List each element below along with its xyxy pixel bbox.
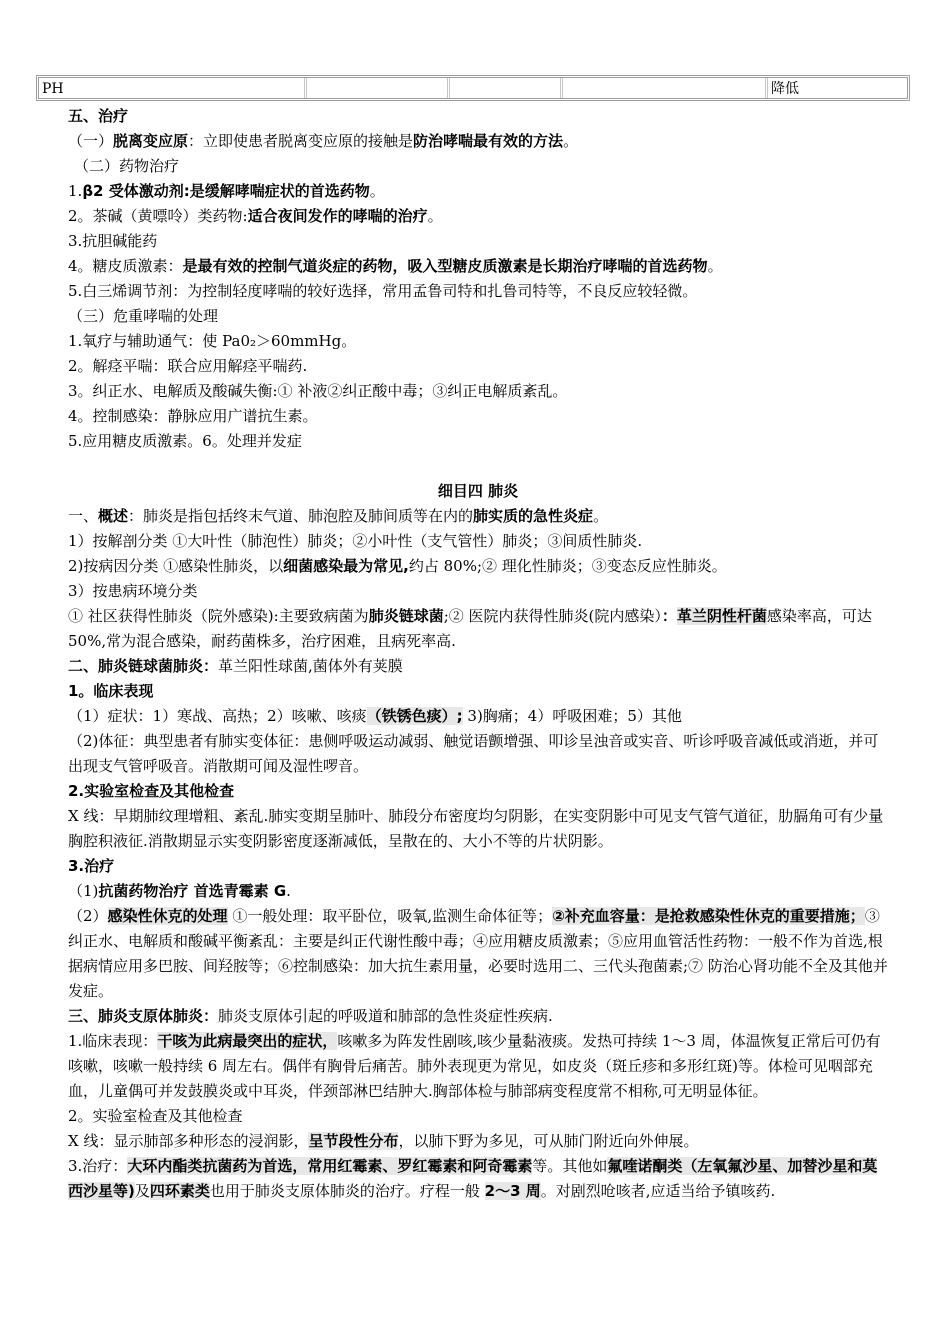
document-body-main (68, 179, 888, 1204)
paragraph: 4。控制感染：静脉应用广谱抗生素。 (68, 407, 318, 425)
subheading: 1。临床表现 (68, 682, 154, 700)
paragraph: ① 社区获得性肺炎（院外感染):主要致病菌为肺炎链球菌;② 医院内获得性肺炎(院内感染）：革兰阴性杆菌感染率高，可达 50%,常为混合感染，耐药菌株多，治疗困难，且病死率高. (68, 607, 872, 650)
table-cell (563, 78, 768, 98)
paragraph: 2。实验室检查及其他检查 (68, 1107, 243, 1125)
paragraph: （1)抗菌药物治疗 首选青霉素 G. (68, 882, 291, 900)
paragraph: 2。茶碱（黄嘌呤）类药物:适合夜间发作的哮喘的治疗。 (68, 207, 443, 225)
paragraph: 3.治疗：大环内酯类抗菌药为首选，常用红霉素、罗红霉素和阿奇霉素等。其他如氟喹诺酮类（左氧氟沙星、加替沙星和莫西沙星等)及四环素类也用于肺炎支原体肺炎的治疗。疗程一般 2～3 周。对剧烈呛咳者,应适当给予镇咳药. (68, 1157, 878, 1200)
paragraph: 3.抗胆碱能药 (68, 232, 158, 250)
paragraph: 5.应用糖皮质激素。6。处理并发症 (68, 432, 302, 450)
paragraph: （2)体征：典型患者有肺实变体征：患侧呼吸运动减弱、触觉语颤增强、叩诊呈浊音或实音、听诊呼吸音减低或消逝，并可出现支气管呼吸音。消散期可闻及湿性啰音。 (68, 732, 879, 775)
paragraph: 2。解痉平喘：联合应用解痉平喘药. (68, 357, 308, 375)
paragraph: （二）药物治疗 (74, 157, 180, 175)
paragraph: 4。糖皮质激素：是最有效的控制气道炎症的药物，吸入型糖皮质激素是长期治疗哮喘的首选药物。 (68, 257, 723, 275)
ph-table-row (36, 75, 910, 101)
subheading: 3.治疗 (68, 857, 115, 875)
paragraph: （三）危重哮喘的处理 (68, 307, 219, 325)
document-body (68, 104, 884, 179)
paragraph: X 线：早期肺纹理增粗、紊乱.肺实变期呈肺叶、肺段分布密度均匀阴影，在实变阴影中可见支气管气道征，肋膈角可有少量胸腔积液征.消散期显示实变阴影密度逐渐减低，呈散在的、大小不等的片状阴影。 (68, 807, 884, 850)
paragraph: X 线：显示肺部多种形态的浸润影，呈节段性分布，以肺下野为多见，可从肺门附近向外伸展。 (68, 1132, 699, 1150)
section-heading: 五、治疗 (68, 107, 129, 125)
paragraph: （一）脱离变应原：立即使患者脱离变应原的接触是防治哮喘最有效的方法。 (68, 132, 579, 150)
paragraph: 3）按患病环境分类 (68, 582, 198, 600)
table-cell (307, 78, 450, 98)
paragraph: （2）感染性休克的处理 ①一般处理：取平卧位，吸氧,监测生命体征等；②补充血容量：是抢救感染性休克的重要措施；③纠正水、电解质和酸碱平衡紊乱：主要是纠正代谢性酸中毒；④应用糖皮质激素；⑤应用血管活性药物：一般不作为首选,根据病情应用多巴胺、间羟胺等；⑥控制感染：加大抗生素用量，必要时选用二、三代头孢菌素;⑦ 防治心肾功能不全及其他并发症。 (68, 907, 888, 1000)
paragraph: 2)按病因分类 ①感染性肺炎，以细菌感染最为常见,约占 80%;② 理化性肺炎；③变态反应性肺炎。 (68, 557, 727, 575)
paragraph: 1.临床表现：干咳为此病最突出的症状，咳嗽多为阵发性剧咳,咳少量黏液痰。发热可持续 1～3 周，体温恢复正常后可仍有咳嗽，咳嗽一般持续 6 周左右。偶伴有胸骨后痛苦。肺外表现更为常见，如皮炎（斑丘疹和多形红斑)等。体检可见咽部充血，儿童偶可并发鼓膜炎或中耳炎，伴颈部淋巴结肿大.胸部体检与肺部病变程度常不相称,可无明显体征。 (68, 1032, 881, 1100)
paragraph: 二、肺炎链球菌肺炎：革兰阳性球菌,菌体外有荚膜 (68, 657, 403, 675)
paragraph: 1.β2 受体激动剂:是缓解哮喘症状的首选药物。 (68, 182, 385, 200)
table-cell: PH (39, 78, 307, 98)
paragraph: 3。纠正水、电解质及酸碱失衡:① 补液②纠正酸中毒；③纠正电解质紊乱。 (68, 382, 568, 400)
table-cell (450, 78, 563, 98)
paragraph: 三、肺炎支原体肺炎：肺炎支原体引起的呼吸道和肺部的急性炎症性疾病. (68, 1007, 553, 1025)
paragraph: 5.白三烯调节剂：为控制轻度哮喘的较好选择，常用孟鲁司特和扎鲁司特等，不良反应较轻微。 (68, 282, 698, 300)
paragraph: 一、概述：肺炎是指包括终末气道、肺泡腔及肺间质等在内的肺实质的急性炎症。 (68, 507, 609, 525)
subheading: 2.实验室检查及其他检查 (68, 782, 235, 800)
section-title: 细目四 肺炎 (437, 482, 519, 500)
paragraph: 1）按解剖分类 ①大叶性（肺泡性）肺炎；②小叶性（支气管性）肺炎；③间质性肺炎. (68, 532, 643, 550)
paragraph: （1）症状：1）寒战、高热；2）咳嗽、咳痰（铁锈色痰）; 3)胸痛；4）呼吸困难；5）其他 (68, 707, 682, 725)
table-cell: 降低 (771, 81, 799, 97)
paragraph: 1.氧疗与辅助通气：使 Pa0₂＞60mmHg。 (68, 332, 357, 350)
